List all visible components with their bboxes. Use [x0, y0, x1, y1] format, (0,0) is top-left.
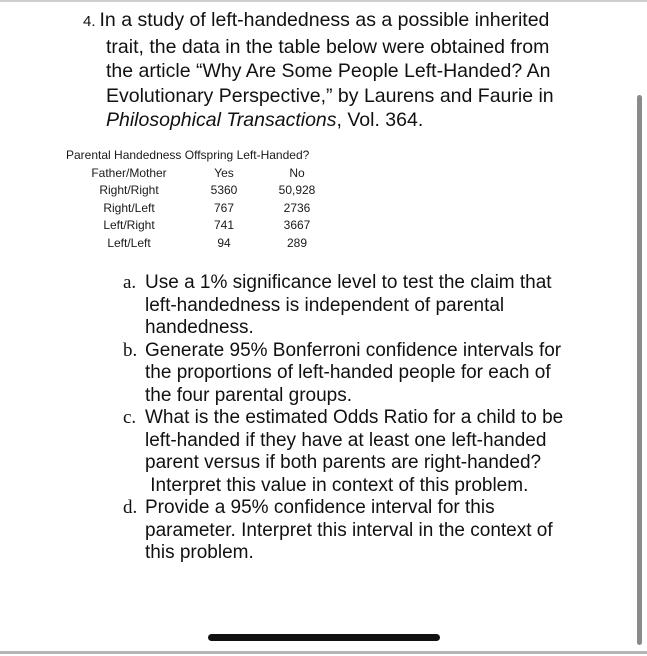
- part-b-line: the four parental groups.: [145, 384, 353, 406]
- part-d-line: parameter. Interpret this interval in the context of: [145, 519, 553, 541]
- row-label: Left/Right: [103, 218, 155, 232]
- row-label: Left/Left: [107, 235, 151, 250]
- problem-line-3: the article “Why Are Some People Left-Handed? An: [106, 60, 551, 82]
- col-header-no: No: [289, 165, 305, 180]
- part-a-line: handedness.: [145, 317, 254, 338]
- cell-yes: 741: [213, 218, 235, 232]
- top-border: [0, 0, 647, 2]
- part-d: [123, 497, 583, 565]
- part-c-line: parent versus if both parents are right-handed?: [145, 452, 542, 473]
- table-row: [66, 217, 346, 235]
- part-a-line: left-handedness is independent of parental: [145, 294, 505, 316]
- col-header-father-mother: Father/Mother: [91, 165, 167, 180]
- table-row: [66, 182, 346, 200]
- table-column-headers: [66, 165, 346, 183]
- table-row: [66, 200, 346, 218]
- part-label: c.: [123, 407, 137, 428]
- vertical-scrollbar[interactable]: [637, 95, 642, 645]
- problem-statement: [83, 8, 573, 133]
- part-c-line: Interpret this value in context of this problem.: [145, 474, 529, 496]
- part-a: [123, 272, 583, 340]
- header-parental-handedness: Parental Handedness: [66, 148, 182, 162]
- header-offspring-left-handed: Offspring Left-Handed?: [184, 148, 310, 162]
- data-table: [66, 147, 346, 252]
- part-b-line: the proportions of left-handed people for each of: [145, 362, 551, 383]
- problem-line-5: [83, 108, 573, 133]
- cell-no: 2736: [283, 200, 311, 215]
- part-label: b.: [123, 339, 138, 361]
- table-super-header: [66, 147, 346, 165]
- part-c-line: left-handed if they have at least one left-handed: [145, 429, 547, 451]
- table-row: [66, 235, 346, 253]
- part-b-line: Generate 95% Bonferroni confidence intervals for: [145, 339, 562, 361]
- home-indicator[interactable]: [208, 634, 440, 641]
- part-a-line: Use a 1% significance level to test the claim that: [145, 272, 552, 293]
- cell-no: 50,928: [278, 183, 316, 197]
- part-d-line: this problem.: [145, 542, 254, 563]
- part-b: [123, 340, 583, 408]
- cell-no: 289: [286, 235, 308, 250]
- part-label: d.: [123, 497, 138, 518]
- problem-line-1: 4. In a study of left-handedness as a possible inherited: [83, 9, 550, 31]
- problem-number: 4.: [83, 13, 96, 30]
- col-header-yes: Yes: [214, 165, 234, 180]
- row-label: Right/Right: [99, 183, 159, 197]
- row-label: Right/Left: [103, 200, 155, 215]
- cell-yes: 5360: [210, 183, 238, 197]
- problem-line-4: Evolutionary Perspective,” by Laurens and Faurie in: [106, 84, 554, 107]
- part-c: [123, 407, 583, 497]
- cell-yes: 94: [217, 235, 231, 250]
- cell-no: 3667: [283, 218, 311, 232]
- cell-yes: 767: [213, 200, 235, 215]
- part-c-line: What is the estimated Odds Ratio for a child to be: [145, 407, 564, 428]
- bottom-border: [0, 651, 647, 654]
- part-d-line: Provide a 95% confidence interval for this: [145, 497, 495, 518]
- journal-title: Philosophical Transactions: [106, 109, 337, 131]
- question-parts: [123, 272, 583, 565]
- journal-volume: , Vol. 364.: [336, 109, 424, 131]
- part-label: a.: [123, 272, 137, 293]
- problem-line-2: trait, the data in the table below were obtained from: [106, 35, 550, 58]
